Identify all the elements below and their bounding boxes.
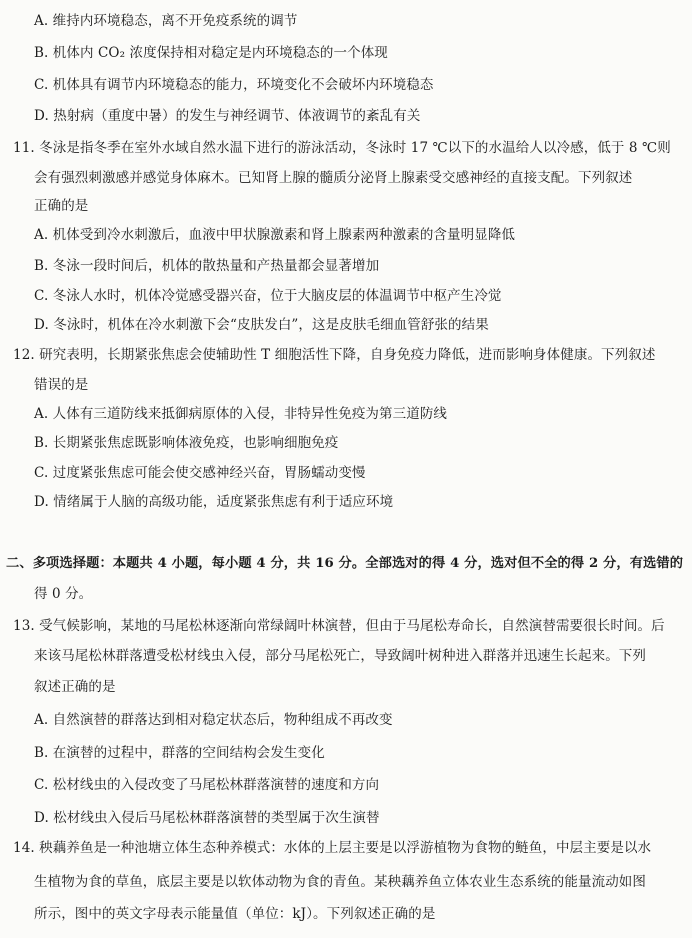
- section-heading-line1: 二、多项选择题：本题共 4 小题，每小题 4 分，共 16 分。全部选对的得 4 分，选对但不全的得 2 分，有选错的: [6, 556, 684, 571]
- question-13-stem-line3: 叙述正确的是: [34, 679, 116, 695]
- option-13b: B. 在演替的过程中，群落的空间结构会发生变化: [34, 745, 325, 761]
- question-13-stem-line2: 来该马尾松林群落遭受松材线虫入侵，部分马尾松死亡，导致阔叶树种进入群落并迅速生长起来。下列: [34, 648, 646, 664]
- section-heading-line2: 得 0 分。: [34, 586, 93, 602]
- option-10a: A. 维持内环境稳态，离不开免疫系统的调节: [34, 13, 298, 29]
- question-12-stem-line1: 12. 研究表明，长期紧张焦虑会使辅助性 T 细胞活性下降，自身免疫力降低，进而影响身体健康。下列叙述: [13, 347, 656, 363]
- option-12c: C. 过度紧张焦虑可能会使交感神经兴奋，胃肠蠕动变慢: [34, 465, 366, 481]
- option-11a: A. 机体受到冷水刺激后，血液中甲状腺激素和肾上腺素两种激素的含量明显降低: [34, 227, 516, 243]
- question-14-stem-line3: 所示，图中的英文字母表示能量值（单位：kJ）。下列叙述正确的是: [34, 906, 436, 922]
- option-13d: D. 松材线虫入侵后马尾松林群落演替的类型属于次生演替: [34, 810, 380, 826]
- option-12b: B. 长期紧张焦虑既影响体液免疫，也影响细胞免疫: [34, 435, 339, 451]
- question-12-stem-line2: 错误的是: [34, 377, 89, 393]
- question-14-stem-line1: 14. 秧藕养鱼是一种池塘立体生态种养模式：水体的上层主要是以浮游植物为食物的鲢鱼，中层主要是以水: [13, 840, 652, 856]
- option-12a: A. 人体有三道防线来抵御病原体的入侵，非特异性免疫为第三道防线: [34, 406, 448, 422]
- option-10b: B. 机体内 CO₂ 浓度保持相对稳定是内环境稳态的一个体现: [34, 45, 388, 61]
- question-11-stem-line2: 会有强烈刺激感并感觉身体麻木。已知肾上腺的髓质分泌肾上腺素受交感神经的直接支配。下列叙述: [34, 170, 633, 186]
- option-11d: D. 冬泳时，机体在冷水刺激下会“皮肤发白”，这是皮肤毛细血管舒张的结果: [34, 317, 489, 333]
- option-11c: C. 冬泳人水时，机体冷觉感受器兴奋，位于大脑皮层的体温调节中枢产生冷觉: [34, 288, 502, 304]
- option-11b: B. 冬泳一段时间后，机体的散热量和产热量都会显著增加: [34, 258, 380, 274]
- question-11-stem-line3: 正确的是: [34, 198, 89, 214]
- question-13-stem-line1: 13. 受气候影响，某地的马尾松林逐渐向常绿阔叶林演替，但由于马尾松寿命长，自然演替需要很长时间。后: [13, 618, 665, 634]
- question-11-stem-line1: 11. 冬泳是指冬季在室外水域自然水温下进行的游泳活动，冬泳时 17 ℃以下的水温给人以冷感，低于 8 ℃则: [13, 140, 671, 156]
- option-13c: C. 松材线虫的入侵改变了马尾松林群落演替的速度和方向: [34, 777, 380, 793]
- question-14-stem-line2: 生植物为食的草鱼，底层主要是以软体动物为食的青鱼。某秧藕养鱼立体农业生态系统的能量流动如图: [34, 874, 646, 890]
- option-13a: A. 自然演替的群落达到相对稳定状态后，物种组成不再改变: [34, 712, 393, 728]
- option-10c: C. 机体具有调节内环境稳态的能力，环境变化不会破坏内环境稳态: [34, 77, 434, 93]
- option-12d: D. 情绪属于人脑的高级功能，适度紧张焦虑有利于适应环境: [34, 494, 394, 510]
- option-10d: D. 热射病（重度中暑）的发生与神经调节、体液调节的紊乱有关: [34, 108, 421, 124]
